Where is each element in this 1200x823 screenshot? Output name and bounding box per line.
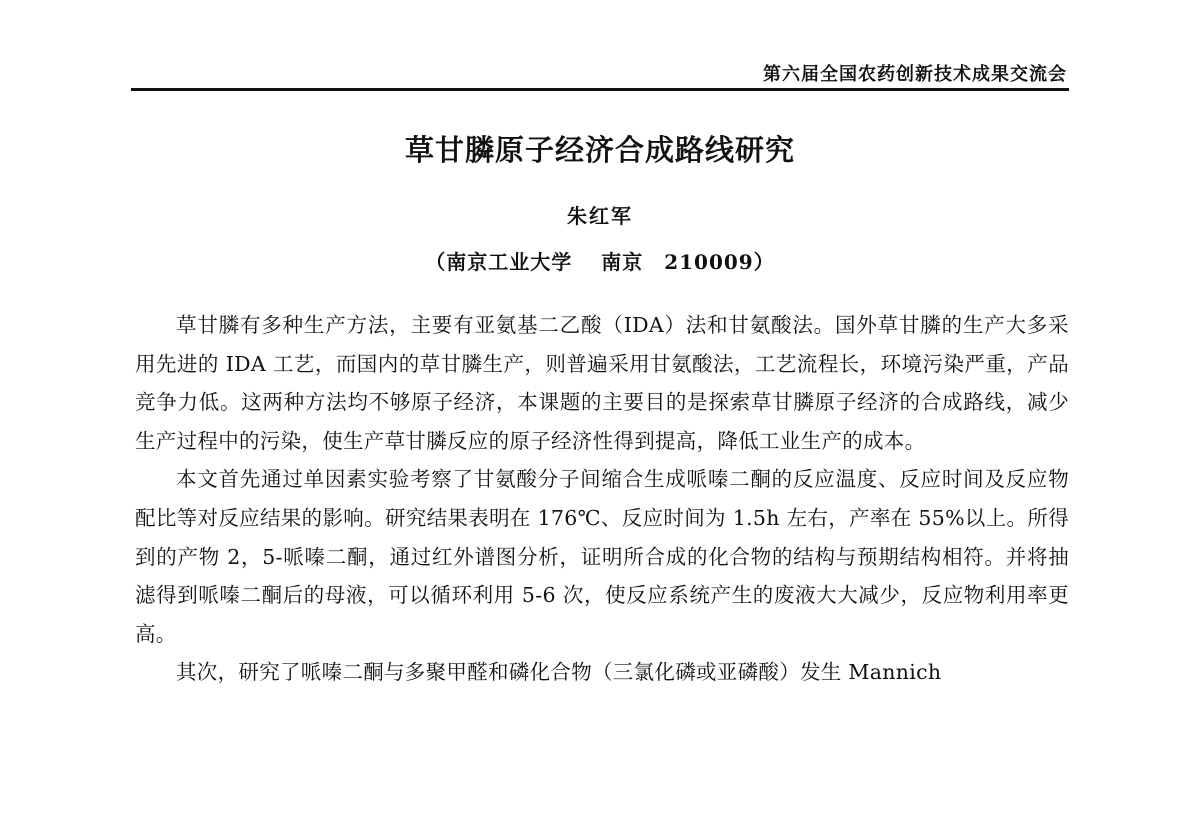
body-text	[135, 306, 1069, 692]
author-affiliation: （南京工业大学 南京 210009）	[425, 250, 775, 274]
paragraph-2: 本文首先通过单因素实验考察了甘氨酸分子间缩合生成哌嗪二酮的反应温度、反应时间及反应物配比等对反应结果的影响。研究结果表明在 176℃、反应时间为 1.5h 左右，产率在 55%以上。所得到的产物 2，5-哌嗪二酮，通过红外谱图分析，证明所合成的化合物的结构与预期结构相符。并将抽滤得到哌嗪二酮后的母液，可以循环利用 5-6 次，使反应系统产生的废液大大减少，反应物利用率更高。	[135, 467, 1069, 646]
header-rule	[131, 88, 1069, 91]
paper-title: 草甘膦原子经济合成路线研究	[404, 133, 795, 167]
paragraph-1: 草甘膦有多种生产方法，主要有亚氨基二乙酸（IDA）法和甘氨酸法。国外草甘膦的生产大多采用先进的 IDA 工艺，而国内的草甘膦生产，则普遍采用甘氨酸法，工艺流程长，环境污染严重，产品竞争力低。这两种方法均不够原子经济，本课题的主要目的是探索草甘膦原子经济的合成路线，减少生产过程中的污染，使生产草甘膦反应的原子经济性得到提高，降低工业生产的成本。	[135, 313, 1069, 453]
author-name: 朱红军	[567, 204, 633, 228]
running-header: 第六届全国农药创新技术成果交流会	[763, 64, 1067, 85]
paragraph-3: 其次，研究了哌嗪二酮与多聚甲醛和磷化合物（三氯化磷或亚磷酸）发生 Mannich	[176, 660, 942, 685]
